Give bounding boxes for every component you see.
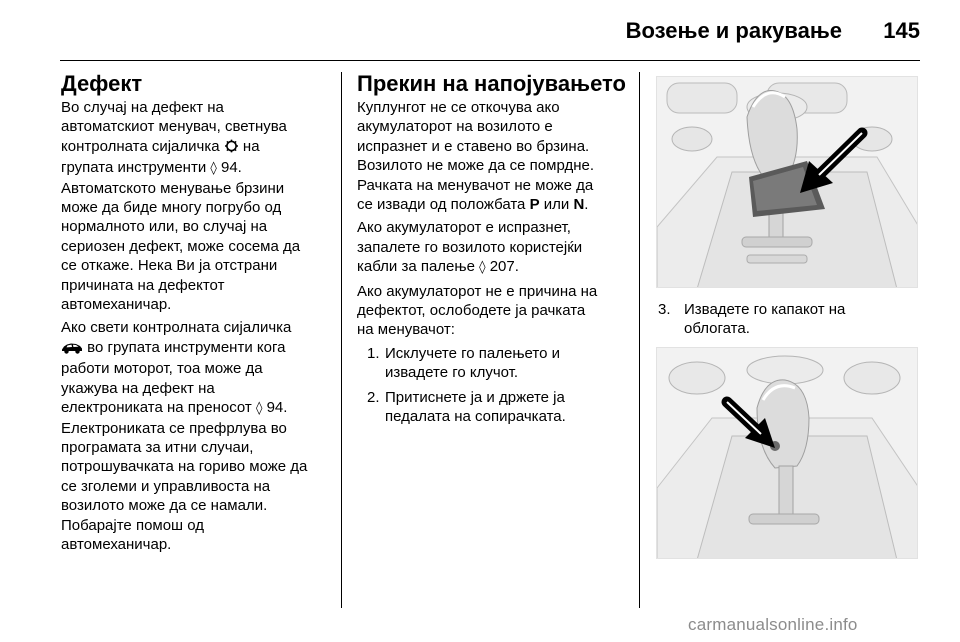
power-paragraph-3: Ако акумулаторот не е причина на дефектот, ослободете ја рачката на менувачот: — [357, 282, 598, 339]
gear-lever-illustration-2 — [656, 347, 918, 559]
header-rule — [60, 60, 920, 61]
cross-reference-icon: ◊ — [255, 401, 263, 417]
cross-reference-icon: ◊ — [210, 161, 217, 177]
column-figures — [656, 70, 922, 559]
gear-position-n: N — [573, 196, 585, 214]
list-item: 3. Извадете го капакот на облогата. — [658, 301, 846, 338]
release-steps — [357, 344, 627, 427]
fault-paragraph-1: Во случај на дефект на автоматскиот менувач, светнува контролната сијаличка на групата инструменти ◊ 94. Автоматското менување брзини може да биде многу погрубо од нормалното или, во случај на сериозен дефект, може сосема да се откаже. Нека Ви ја отстрани причината на дефектот автомеханичар. — [61, 99, 301, 314]
list-item: 1. Исклучете го палењето и извадете го клучот. — [367, 344, 560, 382]
watermark: carmanualsonline.info — [688, 615, 858, 634]
column-rule-left — [341, 72, 342, 608]
release-steps-continued — [656, 300, 922, 339]
column-power-interruption — [357, 70, 627, 432]
section-heading-power-interruption: Прекин на напојувањето — [357, 71, 626, 96]
list-item: 2. Притиснете ја и држете ја педалата на сопирачката. — [367, 388, 566, 426]
page-number: 145 — [883, 18, 920, 43]
column-rule-right — [639, 72, 640, 608]
power-paragraph-2: Ако акумулаторот е испразнет, запалете го возилото користејќи кабли за палење ◊ 207. — [357, 219, 583, 276]
section-heading-fault: Дефект — [61, 71, 143, 96]
car-service-icon — [61, 340, 83, 359]
cross-reference-icon: ◊ — [479, 260, 486, 276]
running-head — [0, 14, 960, 44]
running-title: Возење и ракување — [625, 18, 842, 43]
gear-lever-illustration-1 — [656, 76, 918, 288]
transmission-warning-icon — [224, 139, 239, 158]
fault-paragraph-2: Ако свети контролната сијаличка во групата инструменти кога работи моторот, тоа може да укажува на дефект на електрониката на преносот ◊ 94. Електрониката се префрлува во програмата за итни случаи, потрошувачката на гориво може да се зголеми и управливоста на возилото може да се намали. Побарајте помош од автомеханичар. — [61, 319, 308, 553]
gear-position-p: P — [529, 196, 540, 214]
column-fault — [61, 70, 333, 558]
power-paragraph-1: Куплунгот не се откочува ако акумулаторот на возилото е испразнет и е ставено во брзина. Возилото не може да се помрдне. Рачката на менувачот не може да се извади од положбата P или N. — [357, 99, 594, 214]
